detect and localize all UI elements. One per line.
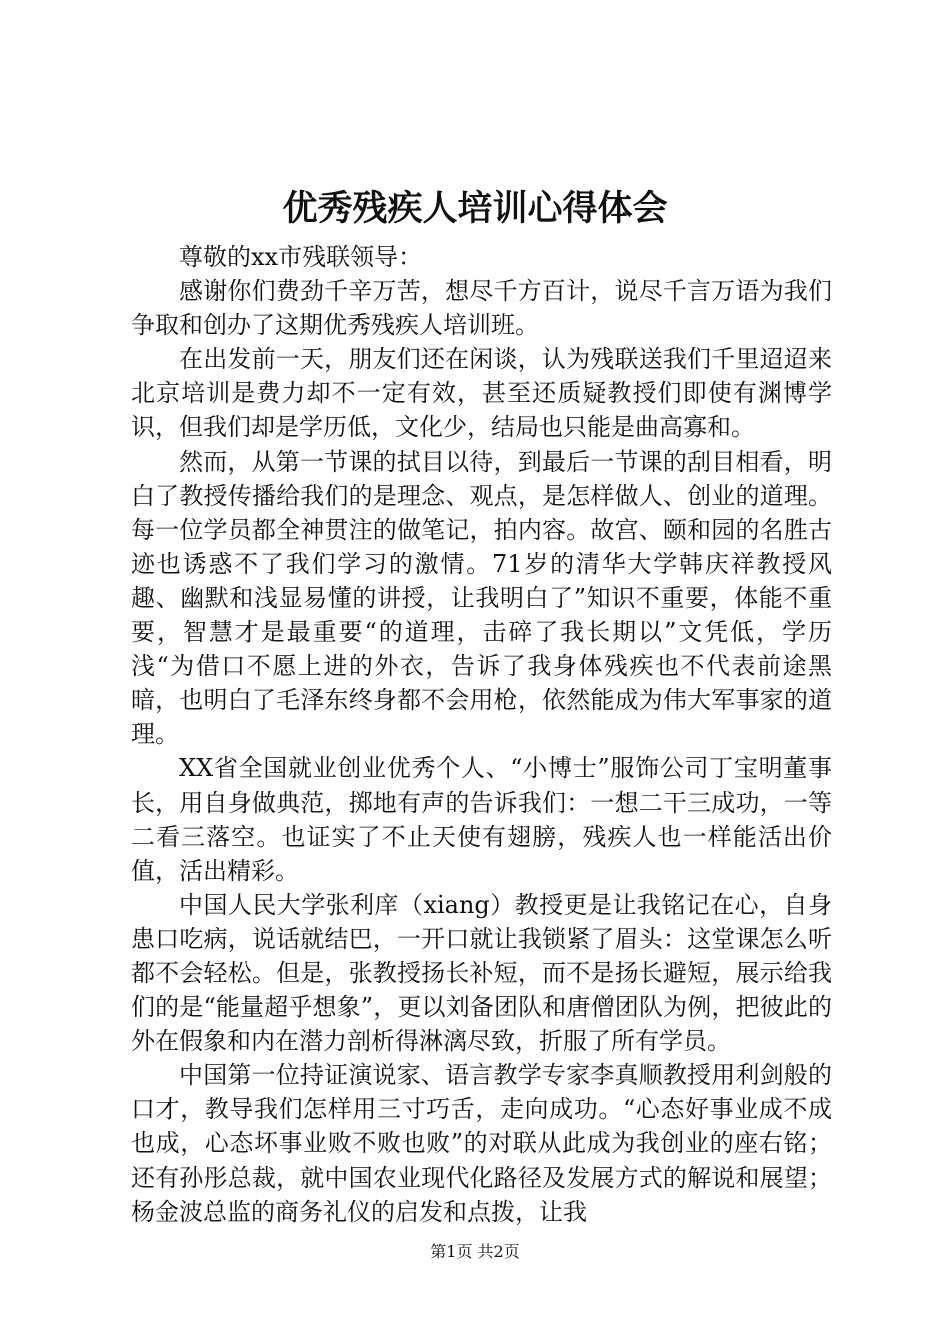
document-title: 优秀残疾人培训心得体会 bbox=[282, 188, 668, 229]
paragraph-4: XX省全国就业创业优秀个人、“小博士”服饰公司丁宝明董事长，用自身做典范，掷地有声的告诉我们：一想二干三成功，一等二看三落空。也证实了不止天使有翅膀，残疾人也一样能活出价值，活出精彩。 bbox=[131, 754, 832, 885]
paragraph-5: 中国人民大学张利庠（xiang）教授更是让我铭记在心，自身患口吃病，说话就结巴，一开口就让我锁紧了眉头：这堂课怎么听都不会轻松。但是，张教授扬长补短，而不是扬长避短，展示给我们的是“能量超乎想象”，更以刘备团队和唐僧团队为例，把彼此的外在假象和内在潜力剖析得淋漓尽致，折服了所有学员。 bbox=[131, 890, 832, 1056]
document-body bbox=[131, 240, 832, 1229]
salutation: 尊敬的xx市残联领导： bbox=[179, 243, 423, 271]
paragraph-1: 感谢你们费劲千辛万苦，想尽千方百计，说尽千言万语为我们争取和创办了这期优秀残疾人培训班。 bbox=[131, 277, 832, 340]
paragraph-2: 在出发前一天，朋友们还在闲谈，认为残联送我们千里迢迢来北京培训是费力却不一定有效，甚至还质疑教授们即使有渊博学识，但我们却是学历低，文化少，结局也只能是曲高寡和。 bbox=[131, 345, 832, 442]
paragraph-6: 中国第一位持证演说家、语言教学专家李真顺教授用利剑般的口才，教导我们怎样用三寸巧舌，走向成功。“心态好事业成不成也成，心态坏事业败不败也败”的对联从此成为我创业的座右铭；还有孙彤总裁，就中国农业现代化路径及发展方式的解说和展望；杨金波总监的商务礼仪的启发和点拨，让我 bbox=[131, 1061, 832, 1226]
paragraph-3: 然而，从第一节课的拭目以待，到最后一节课的刮目相看，明白了教授传播给我们的是理念、观点，是怎样做人、创业的道理。每一位学员都全神贯注的做笔记，拍内容。故宫、颐和园的名胜古迹也诱惑不了我们学习的激情。71岁的清华大学韩庆祥教授风趣、幽默和浅显易懂的讲授，让我明白了”知识不重要，体能不重要，智慧才是最重要“的道理，击碎了我长期以”文凭低，学历浅“为借口不愿上进的外衣，告诉了我身体残疾也不代表前途黑暗，也明白了毛泽东终身都不会用枪，依然能成为伟大军事家的道理。 bbox=[131, 447, 832, 749]
page-footer: 第1页 共2页 bbox=[430, 1242, 520, 1261]
